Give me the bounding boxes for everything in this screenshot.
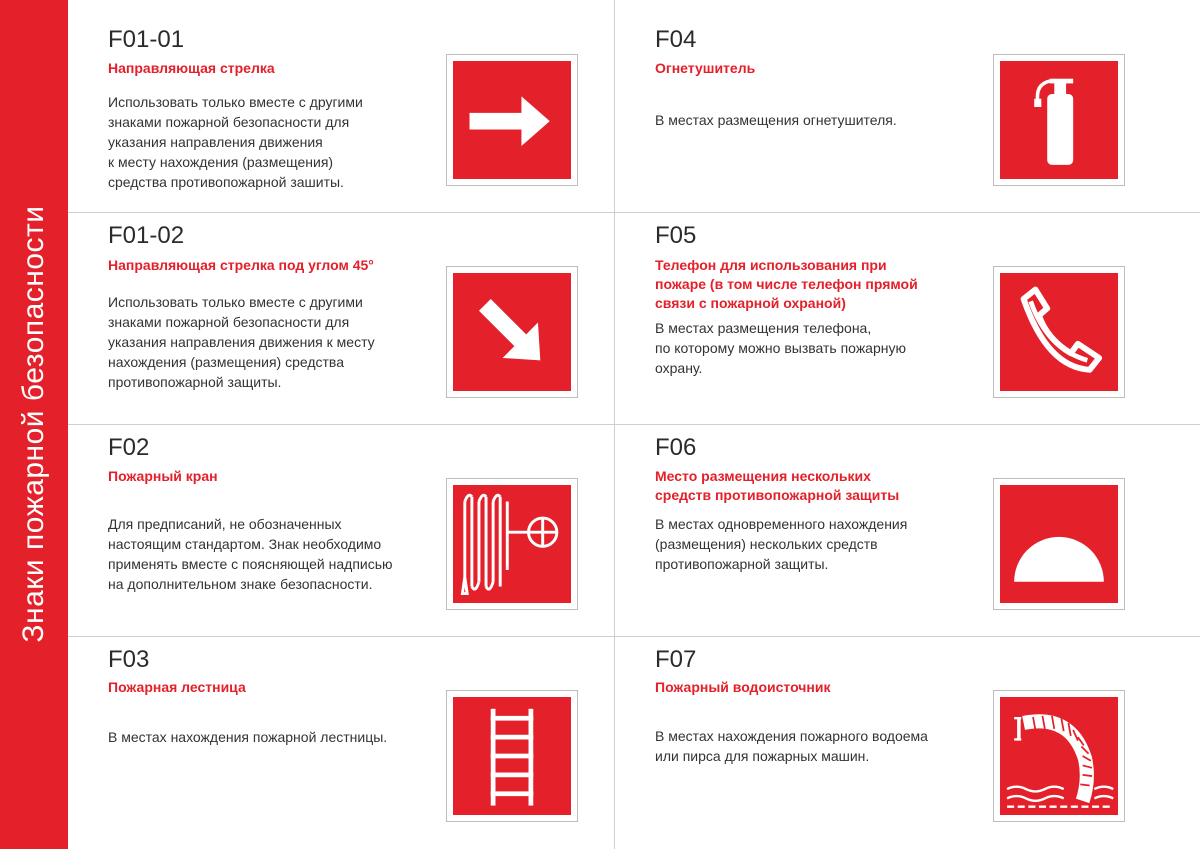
sign-code: F04 xyxy=(655,26,697,53)
sidebar xyxy=(0,0,68,849)
ladder-icon xyxy=(453,697,571,815)
sign-image xyxy=(993,266,1125,398)
sign-code: F07 xyxy=(655,646,697,673)
water-source-icon xyxy=(1000,697,1118,815)
sign-card-f03 xyxy=(68,636,614,849)
sign-name: Огнетушитель xyxy=(655,60,756,76)
sign-card-f01-01 xyxy=(68,0,614,212)
sign-code: F01-01 xyxy=(108,26,185,53)
sign-description: В местах нахождения пожарной лестницы. xyxy=(108,729,388,745)
signs-grid xyxy=(68,0,1200,849)
sign-card-f05 xyxy=(615,212,1200,424)
fire-hose-icon xyxy=(453,485,571,603)
telephone-icon xyxy=(1000,273,1118,391)
sign-code: F02 xyxy=(108,434,150,461)
sign-image xyxy=(446,266,578,398)
sign-card-f01-02 xyxy=(68,212,614,424)
half-dome-icon xyxy=(1000,485,1118,603)
sign-name: Место размещения нескольких средств противопожарной защиты xyxy=(655,468,900,503)
arrow-right-icon xyxy=(453,61,571,179)
sign-description: В местах размещения телефона, по которому можно вызвать пожарную охрану. xyxy=(655,320,906,376)
sign-code: F05 xyxy=(655,222,697,249)
sign-description: В местах одновременного нахождения (размещения) нескольких средств противопожарной защиты. xyxy=(655,516,908,572)
sign-code: F06 xyxy=(655,434,697,461)
sign-card-f02 xyxy=(68,424,614,636)
sign-image xyxy=(446,478,578,610)
sign-code: F01-02 xyxy=(108,222,185,249)
sign-card-f04 xyxy=(615,0,1200,212)
sign-card-f07 xyxy=(615,636,1200,849)
sign-description: Использовать только вместе с другими знаками пожарной безопасности для указания направления движения к месту нахождения (размещения) средства противопожарной зашиты. xyxy=(108,94,363,190)
page-title: Знаки пожарной безопасности xyxy=(17,205,50,643)
sign-image xyxy=(993,690,1125,822)
sign-name: Пожарный водоисточник xyxy=(655,679,831,695)
fire-extinguisher-icon xyxy=(1000,61,1118,179)
sign-description: В местах размещения огнетушителя. xyxy=(655,112,897,128)
sign-description: Для предписаний, не обозначенных настоящим стандартом. Знак необходимо применять вместе с поясняющей надписью на дополнительном знаке безопасности. xyxy=(108,516,393,592)
sign-image xyxy=(993,478,1125,610)
sign-card-f06 xyxy=(615,424,1200,636)
sign-image xyxy=(446,690,578,822)
sign-name: Направляющая стрелка под углом 45° xyxy=(108,257,374,273)
sign-name: Пожарный кран xyxy=(108,468,218,484)
sign-name: Пожарная лестница xyxy=(108,679,246,695)
sign-name: Телефон для использования при пожаре (в том числе телефон прямой связи с пожарной охраной) xyxy=(655,257,918,311)
sign-image xyxy=(446,54,578,186)
arrow-diagonal-icon xyxy=(453,273,571,391)
sign-name: Направляющая стрелка xyxy=(108,60,275,76)
sign-image xyxy=(993,54,1125,186)
sign-description: Использовать только вместе с другими знаками пожарной безопасности для указания направления движения к месту нахождения (размещения) средства противопожарной защиты. xyxy=(108,294,375,390)
sign-code: F03 xyxy=(108,646,150,673)
sign-description: В местах нахождения пожарного водоема или пирса для пожарных машин. xyxy=(655,728,928,764)
